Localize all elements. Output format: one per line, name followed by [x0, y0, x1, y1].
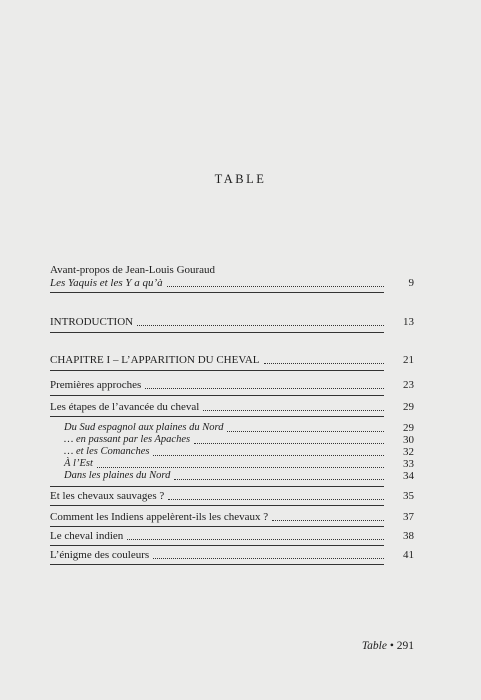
- divider: [50, 486, 384, 487]
- toc-subentry-plaines-nord: [64, 468, 414, 484]
- divider: [50, 416, 384, 417]
- toc-entry-chevaux-sauvages: [50, 488, 414, 504]
- divider: [50, 526, 384, 527]
- toc-entry-label: Premières approches: [50, 379, 142, 391]
- toc-entry-introduction: [50, 314, 414, 330]
- leader-dots: [174, 478, 384, 480]
- toc-entry-page: 21: [403, 354, 414, 366]
- toc-entry-cheval-indien: [50, 528, 414, 544]
- toc-entry-chapter-1: [50, 352, 414, 368]
- toc-entry-page: 37: [403, 511, 414, 523]
- toc-entry-label: Les étapes de l’avancée du cheval: [50, 401, 200, 413]
- toc-entry-label: INTRODUCTION: [50, 316, 134, 328]
- toc-entry-label: Le cheval indien: [50, 530, 124, 542]
- toc-entry-premieres-approches: [50, 377, 414, 393]
- divider: [50, 370, 384, 371]
- leader-dots: [127, 538, 384, 540]
- toc-entry-page: 35: [403, 490, 414, 502]
- toc-entry-label: Comment les Indiens appelèrent-ils les chevaux ?: [50, 511, 269, 523]
- leader-dots: [168, 498, 384, 500]
- toc-entry-label: … et les Comanches: [64, 446, 150, 457]
- leader-dots: [153, 557, 384, 559]
- divider: [50, 292, 384, 293]
- toc-entry-label: Du Sud espagnol aux plaines du Nord: [64, 422, 224, 433]
- toc-entry-etapes: [50, 399, 414, 415]
- toc-entry-page: 38: [403, 530, 414, 542]
- leader-dots: [272, 519, 384, 521]
- toc-entry-label: Les Yaquis et les Y a qu’à: [50, 277, 163, 289]
- divider: [50, 564, 384, 565]
- leader-dots: [167, 285, 384, 287]
- toc-entry-page: 23: [403, 379, 414, 391]
- toc-entry-label: L’énigme des couleurs: [50, 549, 150, 561]
- divider: [50, 505, 384, 506]
- page-title: TABLE: [214, 172, 267, 186]
- toc-entry-label: Avant-propos de Jean-Louis Gouraud: [50, 264, 216, 276]
- leader-dots: [145, 387, 384, 389]
- toc-entry-page: 34: [403, 470, 414, 482]
- toc-entry-page: 13: [403, 316, 414, 328]
- page-number: 291: [396, 640, 414, 652]
- leader-dots: [137, 324, 384, 326]
- toc-entry-appelerent: [50, 509, 414, 525]
- toc-entry-label: CHAPITRE I – L’APPARITION DU CHEVAL: [50, 354, 260, 366]
- running-head: Table: [361, 640, 387, 652]
- toc-entry-page: 30: [403, 434, 414, 446]
- leader-dots: [203, 409, 384, 411]
- toc-entry-page: 41: [403, 549, 414, 561]
- toc-entry-page: 9: [408, 277, 414, 289]
- toc-entry-page: 32: [403, 446, 414, 458]
- toc-entry-label: Et les chevaux sauvages ?: [50, 490, 165, 502]
- divider: [50, 395, 384, 396]
- bullet-separator: •: [389, 640, 394, 652]
- toc-entry-page: 33: [403, 458, 414, 470]
- toc-entry-page: 29: [403, 401, 414, 413]
- page-footer: [0, 640, 414, 652]
- divider: [50, 332, 384, 333]
- toc-entry-label: À l’Est: [64, 458, 93, 469]
- toc-entry-preface: [50, 275, 414, 291]
- divider: [50, 545, 384, 546]
- toc-entry-label: Dans les plaines du Nord: [64, 470, 171, 481]
- leader-dots: [264, 362, 384, 364]
- toc-entry-label: … en passant par les Apaches: [64, 434, 191, 445]
- toc-entry-page: 29: [403, 422, 414, 434]
- toc-entry-enigme-couleurs: [50, 547, 414, 563]
